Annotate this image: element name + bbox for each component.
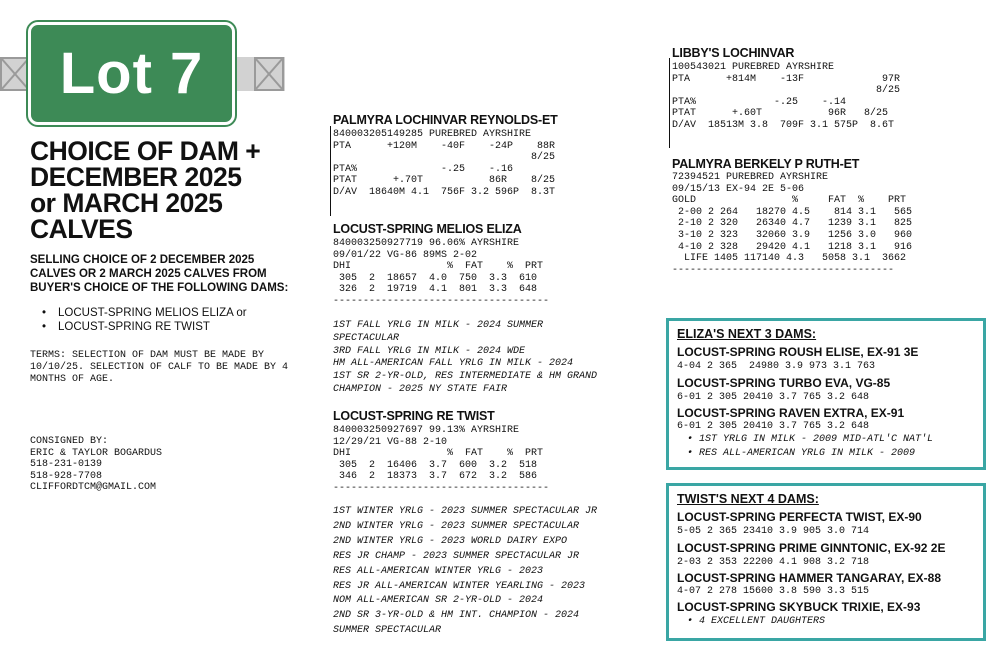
- title-line: DECEMBER 2025: [30, 162, 242, 192]
- dam-awards: 1ST FALL YRLG IN MILK - 2024 SUMMER SPECTACULAR 3RD FALL YRLG IN MILK - 2024 WDE HM ALL-AMERICAN FALL YRLG IN MILK - 2024 1ST SR 2-YR-OLD, RES INTERMEDIATE & HM GRAND CHAMPION - 2025 NY STATE FAIR: [333, 320, 598, 395]
- list-item: • LOCUST-SPRING MELIOS ELIZA or: [42, 306, 247, 320]
- cow-name: LOCUST-SPRING PERFECTA TWIST, EX-90: [677, 510, 922, 524]
- lot-sign: [28, 22, 235, 125]
- cow-name: LOCUST-SPRING ROUSH ELISE, EX-91 3E: [677, 345, 919, 359]
- email-address: CLIFFORDTCM@GMAIL.COM: [30, 482, 157, 493]
- rail-cross-left-icon: [0, 57, 30, 91]
- sire-name: LIBBY'S LOCHINVAR: [672, 46, 795, 60]
- intro-text: SELLING CHOICE OF 2 DECEMBER 2025 CALVES OR 2 MARCH 2025 CALVES FROM BUYER'S CHOICE OF THE FOLLOWING DAMS:: [30, 254, 289, 294]
- dam-name: PALMYRA BERKELY P RUTH-ET: [672, 157, 860, 171]
- pedigree-line: [330, 126, 331, 216]
- cow-name: LOCUST-SPRING RAVEN EXTRA, EX-91: [677, 406, 905, 420]
- list-item: • LOCUST-SPRING RE TWIST: [42, 320, 247, 334]
- consigned-label: CONSIGNED BY:: [30, 436, 109, 447]
- box-title: TWIST'S NEXT 4 DAMS:: [677, 492, 819, 506]
- dam-record: 72394521 PUREBRED AYRSHIRE 09/15/13 EX-94 2E 5-06 GOLD % FAT % PRT 2-00 2 264 18270 4.5 814 3.1 565 2-10 2 320 26340 4.7 1239 3.1 825 3-10 2 323 32060 3.9 1256 3.0 960 4-10 2 328 29420 4.1 1218 3.1 916 LIFE 1405 117140 4.3 5058 3.1 3662 -------------------------------------: [672, 172, 913, 276]
- dam-name: LOCUST-SPRING MELIOS ELIZA: [333, 222, 522, 236]
- cow-name: LOCUST-SPRING PRIME GINNTONIC, EX-92 2E: [677, 541, 946, 555]
- cow-record: 6-01 2 305 20410 3.7 765 3.2 648: [677, 392, 870, 403]
- cow-name: LOCUST-SPRING HAMMER TANGARAY, EX-88: [677, 571, 942, 585]
- cow-record: 5-05 2 365 23410 3.9 905 3.0 714: [677, 526, 870, 537]
- eliza-dams-box: [666, 318, 986, 470]
- phone-number: 518-928-7708: [30, 470, 103, 482]
- cow-record: 2-03 2 353 22200 4.1 908 3.2 718: [677, 557, 870, 568]
- dam-choice-list: [42, 306, 247, 334]
- title-line: CALVES: [30, 214, 133, 244]
- title-line: or MARCH 2025: [30, 188, 223, 218]
- dam-record: 840003250927719 96.06% AYRSHIRE 09/01/22 VG-86 89MS 2-02 DHI % FAT % PRT 305 2 18657 4.0 750 3.3 610 326 2 19719 4.1 801 3.3 648 ------------------------------------: [333, 238, 550, 307]
- cow-name: LOCUST-SPRING SKYBUCK TRIXIE, EX-93: [677, 600, 921, 614]
- dam-record: 840003250927697 99.13% AYRSHIRE 12/29/21 VG-88 2-10 DHI % FAT % PRT 305 2 16406 3.7 600 3.2 518 346 2 18373 3.7 672 3.2 586 ------------------------------------: [333, 425, 550, 494]
- dam-name: LOCUST-SPRING RE TWIST: [333, 409, 495, 423]
- rail-cross-right-icon: [254, 57, 284, 91]
- sire-record: 840003205149285 PUREBRED AYRSHIRE PTA +120M -40F -24P 88R 8/25 PTA% -.25 -.16 PTAT +.70T 86R 8/25 D/AV 18640M 4.1 756F 3.2 596P 8.3T: [333, 129, 556, 198]
- lot-number: Lot 7: [59, 41, 204, 106]
- phone-number: 518-231-0139: [30, 459, 103, 470]
- box-title: ELIZA'S NEXT 3 DAMS:: [677, 327, 817, 341]
- sire-name: PALMYRA LOCHINVAR REYNOLDS-ET: [333, 113, 558, 127]
- title-line: CHOICE OF DAM +: [30, 136, 261, 166]
- dam-awards: 1ST WINTER YRLG - 2023 SUMMER SPECTACULAR JR 2ND WINTER YRLG - 2023 SUMMER SPECTACULAR 2ND WINTER YRLG - 2023 WORLD DAIRY EXPO RES JR CHAMP - 2023 SUMMER SPECTACULAR JR RES ALL-AMERICAN WINTER YRLG - 2023 RES JR ALL-AMERICAN WINTER YEARLING - 2023 NOM ALL-AMERICAN SR 2-YR-OLD - 2024 2ND SR 3-YR-OLD & HM INT. CHAMPION - 2024 SUMMER SPECTACULAR: [333, 506, 598, 637]
- terms-text: TERMS: SELECTION OF DAM MUST BE MADE BY 10/10/25. SELECTION OF CALF TO BE MADE BY 4 MONTHS OF AGE.: [30, 350, 289, 385]
- consignor-block: [30, 436, 162, 494]
- consignor-names: ERIC & TAYLOR BOGARDUS: [30, 447, 163, 459]
- cow-record: 4-07 2 278 15600 3.8 590 3.3 515: [677, 586, 870, 597]
- page-title: [30, 138, 320, 242]
- cow-award: • 4 EXCELLENT DAUGHTERS: [687, 616, 826, 627]
- cow-award: • RES ALL-AMERICAN YRLG IN MILK - 2009: [687, 448, 916, 459]
- cow-award: • 1ST YRLG IN MILK - 2009 MID-ATL'C NAT'L: [687, 434, 934, 445]
- cow-record: 4-04 2 365 24980 3.9 973 3.1 763: [677, 361, 876, 372]
- sire-record: 100543021 PUREBRED AYRSHIRE PTA +814M -13F 97R 8/25 PTA% -.25 -.14 PTAT +.60T 96R 8/25 D/AV 18513M 3.8 709F 3.1 575P 8.6T: [672, 62, 901, 131]
- twist-dams-box: [666, 483, 986, 641]
- pedigree-line: [669, 58, 670, 148]
- cow-name: LOCUST-SPRING TURBO EVA, VG-85: [677, 376, 891, 390]
- cow-record: 6-01 2 305 20410 3.7 765 3.2 648: [677, 421, 870, 432]
